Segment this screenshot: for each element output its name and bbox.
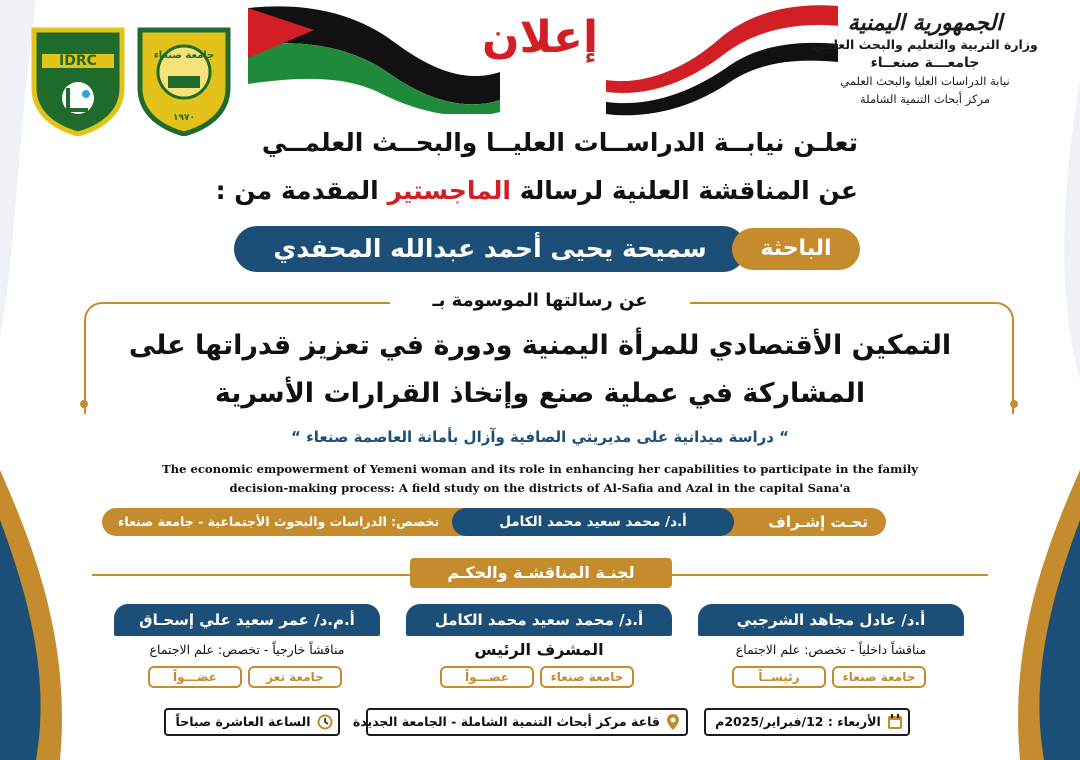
member-name: أ.د/ عادل مجاهد الشرجبي — [698, 604, 964, 636]
member-role: مناقشاً خارجياً - تخصص: علم الاجتماع — [149, 642, 345, 657]
university-name: جامعـــة صنعــاء — [870, 55, 980, 71]
event-date-box — [704, 708, 910, 736]
event-time: الساعة العاشرة صباحاً — [175, 714, 311, 729]
supervision-label: تحـت إشـراف — [768, 513, 868, 531]
frame-dot-right — [1010, 400, 1018, 408]
member-position: رئيســاً — [732, 666, 826, 688]
member-name: أ.م.د/ عمر سعيد علي إسحـاق — [114, 604, 380, 636]
member-university: جامعة صنعاء — [832, 666, 926, 688]
researcher-label: الباحثة — [732, 228, 860, 270]
committee-member-1 — [698, 604, 964, 688]
line2-before: عن المناقشة العلنية لرسالة — [519, 176, 858, 205]
committee-member-2 — [406, 604, 672, 688]
member-role: المشرف الرئيس — [474, 640, 604, 659]
researcher-name: سميحة يحيى أحمد عبدالله المحفدي — [234, 226, 746, 272]
deanship-name: نيابة الدراسات العليا والبحث العلمي — [840, 74, 1010, 88]
researcher-bar — [234, 226, 860, 272]
english-title-line-2: decision-making process: A field study on the districts of Al-Safia and Azal in the capital Sana'a — [229, 481, 851, 495]
institution-header — [800, 10, 1050, 108]
event-location: قاعة مركز أبحاث التنمية الشاملة - الجامعة الجديدة — [352, 714, 660, 729]
member-position: عضـــواً — [440, 666, 534, 688]
english-title — [120, 460, 960, 498]
sanaa-university-logo — [134, 24, 234, 136]
member-university: جامعة صنعاء — [540, 666, 634, 688]
announcement-line-1: تعلـن نيابــة الدراســات العليــا والبحــث العلمــي — [261, 128, 858, 157]
event-date: الأربعاء : 12/فبراير/2025م — [715, 714, 881, 729]
announcement-title: إعلان — [481, 12, 599, 63]
frame-dot-left — [80, 400, 88, 408]
thesis-intro: عن رسالتها الموسومة بـ — [390, 290, 690, 311]
event-location-box — [352, 708, 688, 736]
degree-name: الماجستير — [387, 176, 511, 205]
svg-text:١٩٧٠: ١٩٧٠ — [173, 113, 195, 123]
supervision-bar — [102, 508, 886, 536]
committee-title: لجنـة المناقشـة والحكـم — [410, 558, 672, 588]
country-name: الجمهورية اليمنية — [847, 10, 1003, 36]
supervisor-specialty: تخصص: الدراسات والبحوث الأجتماعية - جامعة صنعاء — [118, 514, 440, 529]
thesis-title-line-2: المشاركة في عملية صنع وإتخاذ القرارات الأسرية — [214, 378, 866, 409]
calendar-icon — [886, 713, 904, 731]
thesis-title-line-1: التمكين الأقتصادي للمرأة اليمنية ودورة في تعزيز قدراتها على — [128, 330, 952, 361]
svg-text:IDRC: IDRC — [59, 53, 97, 69]
ministry-name: وزارة التربية والتعليم والبحث العلمي — [812, 37, 1038, 52]
supervisor-name: أ.د/ محمد سعيد محمد الكامل — [452, 508, 734, 536]
line2-after: المقدمة من : — [215, 176, 379, 205]
member-role: مناقشاً داخلياً - تخصص: علم الاجتماع — [735, 642, 927, 657]
thesis-subtitle: “ دراسة ميدانية على مديريتي الصافية وآزال بأمانة العاصمة صنعاء “ — [290, 428, 790, 446]
clock-icon — [316, 713, 334, 731]
member-university: جامعة تعز — [248, 666, 342, 688]
member-position: عضـــواً — [148, 666, 242, 688]
committee-member-3 — [114, 604, 380, 688]
svg-text:جامعة صنعاء: جامعة صنعاء — [153, 50, 215, 61]
center-name: مركز أبحاث التنمية الشاملة — [860, 92, 990, 106]
event-time-box — [164, 708, 340, 736]
english-title-line-1: The economic empowerment of Yemeni woman and its role in enhancing her capabilities to participate in the family — [162, 462, 918, 476]
member-name: أ.د/ محمد سعيد محمد الكامل — [406, 604, 672, 636]
location-pin-icon — [664, 713, 682, 731]
idrc-logo — [28, 24, 128, 136]
announcement-line-2 — [198, 176, 858, 205]
